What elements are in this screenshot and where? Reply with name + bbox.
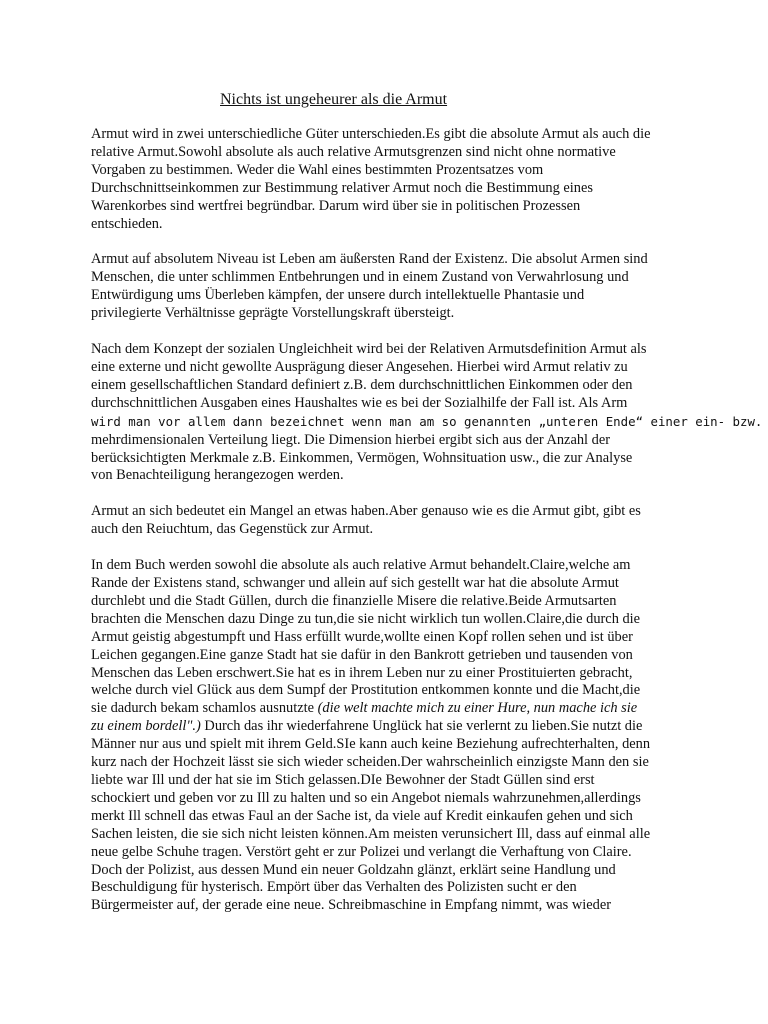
- text-line: [91, 826, 691, 844]
- text-line: [91, 790, 691, 808]
- text-segment: In dem Buch werden sowohl die absolute als auch relative Armut behandelt.Claire,welche am: [91, 557, 631, 574]
- text-line: [91, 377, 691, 395]
- text-line: [91, 450, 691, 468]
- text-line: [91, 647, 691, 665]
- text-segment: entschieden.: [91, 215, 163, 232]
- text-segment: Armut auf absolutem Niveau ist Leben am äußersten Rand der Existenz. Die absolut Armen sind: [91, 251, 648, 268]
- paragraph: [91, 557, 691, 915]
- text-line: [91, 521, 691, 539]
- text-segment: relative Armut.Sowohl absolute als auch relative Armutsgrenzen sind nicht ohne normative: [91, 143, 616, 160]
- text-segment: Entwürdigung ums Überleben kämpfen, der unsere durch intellektuelle Phantasie und: [91, 287, 585, 304]
- text-segment: merkt Ill schnell das etwas Faul an der Sache ist, da viele auf Kredit einkaufen gehen und sich: [91, 807, 633, 824]
- paragraph: [91, 503, 691, 539]
- text-line: [91, 180, 691, 198]
- text-line: [91, 287, 691, 305]
- text-line: [91, 162, 691, 180]
- text-segment: mehrdimensionalen Verteilung liegt. Die Dimension hierbei ergibt sich aus der Anzahl der: [91, 431, 610, 448]
- text-line: [91, 503, 691, 521]
- text-segment: Menschen, die unter schlimmen Entbehrungen und in einem Zustand von Verwahrlosung und: [91, 269, 629, 286]
- text-line: [91, 467, 691, 485]
- text-line: [91, 575, 691, 593]
- text-segment: von Benachteiligung herangezogen werden.: [91, 467, 344, 484]
- text-line: [91, 862, 691, 880]
- text-segment: Beschuldigung für hysterisch. Empört über das Verhalten des Polizisten sucht er den: [91, 879, 577, 896]
- text-segment: (die welt machte mich zu einer Hure, nun mache ich sie: [317, 700, 638, 717]
- text-segment: Bürgermeister auf, der gerade eine neue. Schreibmaschine in Empfang nimmt, was wieder: [91, 897, 612, 914]
- text-segment: Männer nur aus und spielt mit ihrem Geld.SIe kann auch keine Beziehung aufrechterhalten, denn: [91, 736, 651, 753]
- text-segment: durchlebt und die Stadt Güllen, durch die finanzielle Misere die relative.Beide Armutsarten: [91, 592, 617, 609]
- text-line: [91, 341, 691, 359]
- text-segment: auch den Reiuchtum, das Gegenstück zur Armut.: [91, 521, 374, 538]
- text-segment: Sachen leisten, die sie sich nicht leisten können.Am meisten verunsichert Ill, dass auf einmal alle: [91, 825, 651, 842]
- text-segment: schockiert und geben vor zu Ill zu halten und so ein Angebot niemals wahrzunehmen,allerdings: [91, 789, 641, 806]
- text-line: [91, 682, 691, 700]
- text-line: [91, 611, 691, 629]
- text-line: [91, 897, 691, 915]
- text-segment: wird man vor allem dann bezeichnet wenn man am so genannten „unteren Ende“ einer ein- bzw.: [91, 413, 763, 429]
- text-line: [91, 700, 691, 718]
- paragraph: [91, 126, 691, 233]
- text-line: [91, 216, 691, 234]
- text-segment: welche durch viel Glück aus dem Sumpf der Prostitution entkommen konnte und die Macht,die: [91, 682, 641, 699]
- document-title: Nichts ist ungeheurer als die Armut: [220, 91, 448, 108]
- text-segment: kurz nach der Hochzeit lässt sie sich wieder scheiden.Der wahrscheinlich einzigste Mann den sie: [91, 754, 649, 771]
- text-line: [91, 395, 691, 413]
- text-line: [91, 844, 691, 862]
- paragraph: [91, 341, 763, 485]
- text-line: [91, 772, 691, 790]
- text-segment: Nach dem Konzept der sozialen Ungleichheit wird bei der Relativen Armutsdefinition Armut als: [91, 341, 647, 358]
- document-body: [91, 126, 763, 933]
- text-segment: sie dadurch bekam schamlos ausnutzte: [91, 700, 318, 717]
- text-line: [91, 126, 691, 144]
- text-segment: Armut geistig abgestumpft und Hass erfüllt wurde,wollte einen Kopf rollen sehen und ist über: [91, 628, 633, 645]
- text-segment: Doch der Polizist, aus dessen Mund ein neuer Goldzahn glänzt, erklärt seine Handlung und: [91, 861, 616, 878]
- text-line: [91, 144, 691, 162]
- text-segment: Warenkorbes sind wertfrei begründbar. Darum wird über sie in politischen Prozessen: [91, 197, 581, 214]
- text-line: [91, 305, 691, 323]
- text-segment: eine externe und nicht gewollte Ausprägung dieser Angesehen. Hierbei wird Armut relativ zu: [91, 358, 628, 375]
- text-line: [91, 808, 691, 826]
- text-line: [91, 251, 691, 269]
- text-line: [91, 629, 691, 647]
- text-segment: einem gesellschaftlichen Standard definiert z.B. dem durchschnittlichen Einkommen oder den: [91, 376, 633, 393]
- text-segment: Armut an sich bedeutet ein Mangel an etwas haben.Aber genauso wie es die Armut gibt, gibt es: [91, 503, 641, 520]
- text-segment: Armut wird in zwei unterschiedliche Güter unterschieden.Es gibt die absolute Armut als auch die: [91, 126, 651, 142]
- text-segment: neue gelbe Schuhe tragen. Verstört geht er zur Polizei und verlangt die Verhaftung von Claire.: [91, 843, 632, 860]
- text-line: [91, 557, 691, 575]
- text-segment: liebte war Ill und der hat sie im Stich gelassen.DIe Bewohner der Stadt Güllen sind erst: [91, 772, 595, 788]
- text-line: [91, 665, 691, 683]
- text-line: [91, 359, 691, 377]
- text-segment: Leichen gegangen.Eine ganze Stadt hat sie dafür in den Bankrott getrieben und tausenden von: [91, 646, 633, 663]
- text-segment: brachten die Menschen dazu Dinge zu tun,die sie nicht wirklich tun wollen.Claire,die durch die: [91, 610, 641, 627]
- text-segment: zu einem bordell".): [91, 718, 201, 735]
- text-line: [91, 754, 691, 772]
- text-segment: Durch das ihr wiederfahrene Unglück hat sie verlernt zu lieben.Sie nutzt die: [200, 718, 643, 735]
- text-segment: Vorgaben zu bestimmen. Weder die Wahl eines bestimmten Prozentsatzes vom: [91, 161, 544, 178]
- text-line: [91, 593, 691, 611]
- paragraph: [91, 251, 691, 323]
- text-line: [91, 718, 691, 736]
- text-segment: Durchschnittseinkommen zur Bestimmung relativer Armut noch die Bestimmung eines: [91, 179, 593, 196]
- text-segment: Rande der Existens stand, schwanger und allein auf sich gestellt war hat die absolute Armut: [91, 575, 619, 592]
- text-segment: Menschen das Leben erschwert.Sie hat es in ihrem Leben nur zu einer Prostituierten gebracht,: [91, 664, 633, 681]
- text-line: [91, 736, 691, 754]
- text-line: [91, 198, 691, 216]
- text-segment: durchschnittlichen Ausgaben eines Haushaltes wie es bei der Sozialhilfe der Fall ist. Als Arm: [91, 394, 628, 411]
- text-line: [91, 269, 691, 287]
- text-line: [91, 413, 763, 432]
- text-segment: berücksichtigten Merkmale z.B. Einkommen, Vermögen, Wohnsituation usw., die zur Analyse: [91, 449, 633, 466]
- text-line: [91, 879, 691, 897]
- text-segment: privilegierte Verhältnisse geprägte Vorstellungskraft übersteigt.: [91, 305, 455, 322]
- text-line: [91, 432, 691, 450]
